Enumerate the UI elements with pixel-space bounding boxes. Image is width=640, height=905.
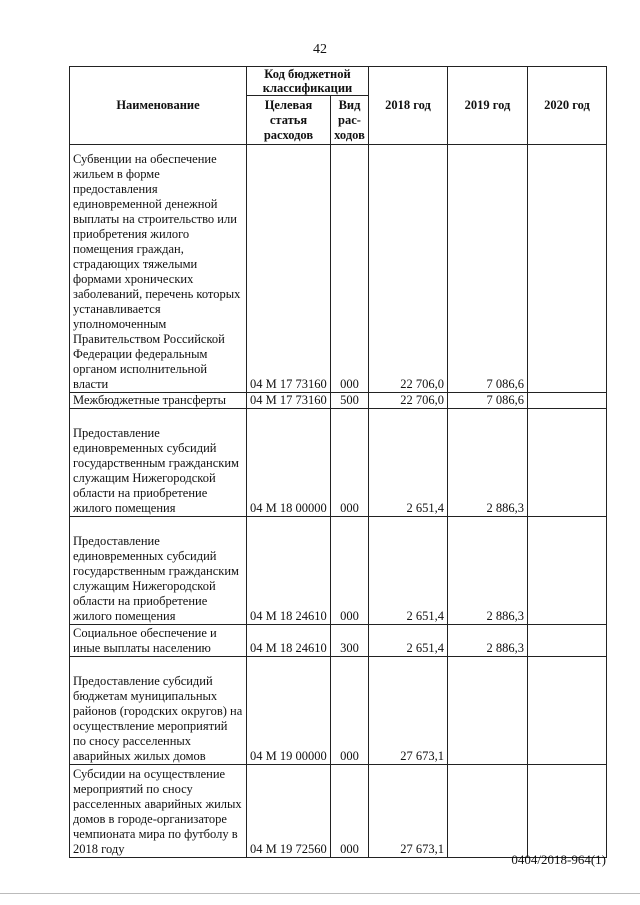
- row-2019: 2 886,3: [448, 625, 528, 657]
- row-2018: 2 651,4: [369, 625, 448, 657]
- row-vid: 000: [331, 145, 369, 393]
- row-2020: [528, 657, 607, 765]
- table-row: [70, 145, 607, 393]
- row-2019: 2 886,3: [448, 517, 528, 625]
- document-number: 0404/2018-964(1): [511, 852, 606, 867]
- row-code: 04 М 19 72560: [247, 765, 331, 858]
- table-row: [70, 765, 607, 858]
- table-row: [70, 409, 607, 517]
- table-row: [70, 517, 607, 625]
- row-vid: 500: [331, 393, 369, 409]
- footer-divider: [0, 893, 640, 894]
- row-2018: 22 706,0: [369, 393, 448, 409]
- row-name: Предоставление субсидий бюджетам муниципальных районов (городских округов) на осуществление мероприятий по сносу расселенных аварийных жилых домов: [70, 657, 247, 765]
- row-code: 04 М 18 24610: [247, 625, 331, 657]
- row-2020: [528, 145, 607, 393]
- header-2019: 2019 год: [448, 67, 528, 145]
- row-name: Межбюджетные трансферты: [70, 393, 247, 409]
- table-row: [70, 657, 607, 765]
- table-row: [70, 393, 607, 409]
- row-code: 04 М 17 73160: [247, 393, 331, 409]
- row-vid: 000: [331, 657, 369, 765]
- row-name: Субсидии на осуществление мероприятий по сносу расселенных аварийных жилых домов в городе-организаторе чемпионата мира по футболу в 2018 году: [70, 765, 247, 858]
- row-2019: [448, 765, 528, 858]
- row-2019: [448, 657, 528, 765]
- row-code: 04 М 18 24610: [247, 517, 331, 625]
- header-name: Наименование: [70, 67, 247, 145]
- row-name: Предоставление единовременных субсидий государственным гражданским служащим Нижегородской области на приобретение жилого помещения: [70, 409, 247, 517]
- row-2020: [528, 625, 607, 657]
- row-2019: 7 086,6: [448, 393, 528, 409]
- row-vid: 000: [331, 409, 369, 517]
- row-2020: [528, 409, 607, 517]
- row-code: 04 М 17 73160: [247, 145, 331, 393]
- row-name: Социальное обеспечение и иные выплаты населению: [70, 625, 247, 657]
- row-2020: [528, 393, 607, 409]
- header-2018: 2018 год: [369, 67, 448, 145]
- table-row: [70, 625, 607, 657]
- header-code-group: Код бюджетной классификации: [247, 67, 369, 96]
- row-vid: 300: [331, 625, 369, 657]
- row-2018: 2 651,4: [369, 517, 448, 625]
- row-2018: 27 673,1: [369, 765, 448, 858]
- row-vid: 000: [331, 517, 369, 625]
- row-vid: 000: [331, 765, 369, 858]
- row-code: 04 М 19 00000: [247, 657, 331, 765]
- row-code: 04 М 18 00000: [247, 409, 331, 517]
- row-name: Предоставление единовременных субсидий государственным гражданским служащим Нижегородской области на приобретение жилого помещения: [70, 517, 247, 625]
- header-2020: 2020 год: [528, 67, 607, 145]
- header-vid: Вид рас-ходов: [331, 96, 369, 145]
- row-2020: [528, 765, 607, 858]
- page-number: 42: [313, 42, 327, 57]
- header-target-article: Целевая статья расходов: [247, 96, 331, 145]
- row-name: Субвенции на обеспечение жильем в форме предоставления единовременной денежной выплаты на строительство или приобретения жилого помещения граждан, страдающих тяжелыми формами хронических заболеваний, перечень которых устанавливается уполномоченным Правительством Российской Федерации федеральным органом исполнительной власти: [70, 145, 247, 393]
- row-2020: [528, 517, 607, 625]
- row-2019: 2 886,3: [448, 409, 528, 517]
- budget-table: [69, 66, 607, 858]
- row-2018: 27 673,1: [369, 657, 448, 765]
- row-2018: 22 706,0: [369, 145, 448, 393]
- row-2019: 7 086,6: [448, 145, 528, 393]
- row-2018: 2 651,4: [369, 409, 448, 517]
